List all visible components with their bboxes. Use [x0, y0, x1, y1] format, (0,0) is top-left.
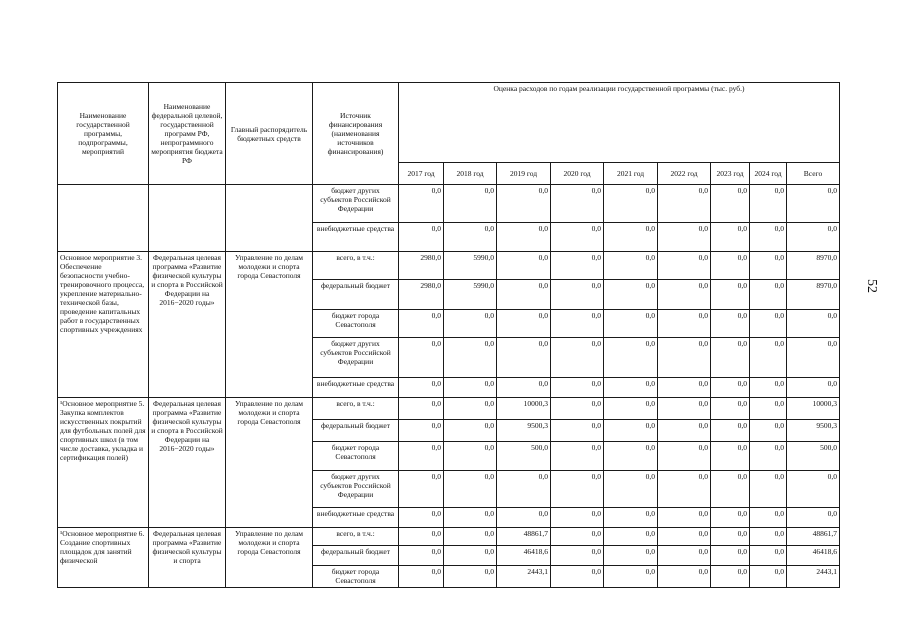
year-value-cell: 0,0	[750, 338, 787, 378]
year-value-cell: 0,0	[658, 528, 711, 546]
manager-cell: Управление по делам молодежи и спорта города Севастополя	[226, 252, 313, 398]
year-value-cell: 0,0	[658, 546, 711, 566]
funding-source-cell: всего, в т.ч.:	[313, 252, 399, 280]
funding-source-cell: федеральный бюджет	[313, 420, 399, 442]
year-header: 2023 год	[711, 163, 750, 185]
year-value-cell: 46418,6	[497, 546, 551, 566]
year-header: 2017 год	[399, 163, 444, 185]
federal-program-cell: Федеральная целевая программа «Развитие физической культуры и спорта в Российской Федерации на 2016−2020 годы»	[149, 398, 226, 528]
year-value-cell: 0,0	[399, 185, 444, 223]
year-value-cell: 0,0	[750, 280, 787, 310]
year-value-cell: 0,0	[711, 471, 750, 508]
year-value-cell: 0,0	[497, 223, 551, 252]
year-value-cell: 0,0	[399, 471, 444, 508]
year-value-cell: 0,0	[444, 420, 497, 442]
year-value-cell: 0,0	[658, 223, 711, 252]
year-value-cell: 0,0	[604, 528, 658, 546]
year-value-cell: 0,0	[399, 378, 444, 398]
total-value-cell: 48861,7	[787, 528, 840, 546]
header-estimate: Оценка расходов по годам реализации государственной программы (тыс. руб.)	[399, 83, 840, 163]
measure-name-cell	[58, 185, 149, 252]
year-value-cell: 0,0	[551, 338, 604, 378]
year-value-cell: 0,0	[604, 310, 658, 338]
year-value-cell: 0,0	[711, 378, 750, 398]
year-value-cell: 0,0	[399, 442, 444, 471]
header-source-col: Источник финансирования (наименования источников финансирования)	[313, 83, 399, 185]
year-value-cell: 0,0	[551, 566, 604, 588]
table-row	[58, 252, 840, 280]
year-value-cell: 0,0	[399, 223, 444, 252]
funding-source-cell: федеральный бюджет	[313, 546, 399, 566]
year-header: 2018 год	[444, 163, 497, 185]
year-value-cell: 0,0	[750, 185, 787, 223]
year-value-cell: 0,0	[444, 378, 497, 398]
header-manager-col: Главный распорядитель бюджетных средств	[226, 83, 313, 185]
header-federal-program-col: Наименование федеральной целевой, государственной программ РФ, непрограммного мероприятия бюджета РФ	[149, 83, 226, 185]
measure-name-cell: ¹Основное мероприятие 6. Создание спортивных площадок для занятий физической	[58, 528, 149, 588]
funding-source-cell: бюджет города Севастополя	[313, 442, 399, 471]
year-value-cell: 0,0	[604, 546, 658, 566]
year-value-cell: 0,0	[399, 398, 444, 420]
year-value-cell: 0,0	[497, 280, 551, 310]
year-value-cell: 2980,0	[399, 280, 444, 310]
funding-source-cell: бюджет города Севастополя	[313, 310, 399, 338]
total-value-cell: 2443,1	[787, 566, 840, 588]
year-value-cell: 0,0	[497, 471, 551, 508]
funding-source-cell: федеральный бюджет	[313, 280, 399, 310]
total-value-cell: 0,0	[787, 185, 840, 223]
year-value-cell: 0,0	[551, 310, 604, 338]
manager-cell	[226, 185, 313, 252]
table-row	[58, 528, 840, 546]
total-value-cell: 9500,3	[787, 420, 840, 442]
manager-cell: Управление по делам молодежи и спорта города Севастополя	[226, 528, 313, 588]
total-value-cell: 10000,3	[787, 398, 840, 420]
measure-name-cell: Основное мероприятие 3. Обеспечение безопасности учебно-тренировочного процесса, укрепление материально-технической базы, проведение капитальных работ в государственных спортивных учреждениях	[58, 252, 149, 398]
year-value-cell: 0,0	[658, 310, 711, 338]
total-header: Всего	[787, 163, 840, 185]
year-value-cell: 0,0	[551, 185, 604, 223]
year-value-cell: 0,0	[399, 566, 444, 588]
table-row	[58, 185, 840, 223]
year-value-cell: 0,0	[750, 442, 787, 471]
year-value-cell: 0,0	[399, 310, 444, 338]
year-value-cell: 0,0	[750, 508, 787, 528]
year-value-cell: 0,0	[711, 223, 750, 252]
year-value-cell: 0,0	[711, 566, 750, 588]
year-value-cell: 0,0	[711, 442, 750, 471]
year-value-cell: 0,0	[604, 566, 658, 588]
year-value-cell: 0,0	[497, 310, 551, 338]
year-value-cell: 0,0	[497, 252, 551, 280]
year-value-cell: 0,0	[658, 508, 711, 528]
year-value-cell: 0,0	[711, 508, 750, 528]
year-header: 2019 год	[497, 163, 551, 185]
year-value-cell: 0,0	[399, 528, 444, 546]
funding-source-cell: внебюджетные средства	[313, 223, 399, 252]
year-value-cell: 0,0	[658, 420, 711, 442]
year-value-cell: 0,0	[551, 223, 604, 252]
year-value-cell: 2443,1	[497, 566, 551, 588]
year-value-cell: 0,0	[551, 546, 604, 566]
year-value-cell: 0,0	[604, 185, 658, 223]
year-value-cell: 0,0	[497, 508, 551, 528]
year-value-cell: 0,0	[399, 338, 444, 378]
funding-source-cell: внебюджетные средства	[313, 378, 399, 398]
year-value-cell: 0,0	[497, 338, 551, 378]
year-value-cell: 0,0	[750, 566, 787, 588]
federal-program-cell: Федеральная целевая программа «Развитие физической культуры и спорта в Российской Федерации на 2016−2020 годы»	[149, 252, 226, 398]
header-name-col: Наименование государственной программы, подпрограммы, мероприятий	[58, 83, 149, 185]
year-value-cell: 0,0	[658, 398, 711, 420]
year-value-cell: 0,0	[711, 185, 750, 223]
year-value-cell: 0,0	[604, 338, 658, 378]
year-value-cell: 0,0	[604, 280, 658, 310]
year-value-cell: 0,0	[444, 442, 497, 471]
year-value-cell: 0,0	[750, 378, 787, 398]
year-header: 2021 год	[604, 163, 658, 185]
year-value-cell: 0,0	[604, 471, 658, 508]
year-header: 2020 год	[551, 163, 604, 185]
year-value-cell: 0,0	[658, 280, 711, 310]
total-value-cell: 0,0	[787, 508, 840, 528]
year-value-cell: 0,0	[604, 398, 658, 420]
year-value-cell: 0,0	[551, 378, 604, 398]
year-value-cell: 0,0	[444, 546, 497, 566]
total-value-cell: 500,0	[787, 442, 840, 471]
year-value-cell: 0,0	[444, 223, 497, 252]
year-value-cell: 0,0	[750, 546, 787, 566]
year-value-cell: 0,0	[604, 508, 658, 528]
funding-source-cell: всего, в т.ч.:	[313, 398, 399, 420]
year-value-cell: 0,0	[444, 398, 497, 420]
year-value-cell: 0,0	[604, 442, 658, 471]
year-value-cell: 0,0	[604, 378, 658, 398]
year-value-cell: 0,0	[711, 280, 750, 310]
year-value-cell: 0,0	[711, 398, 750, 420]
total-value-cell: 0,0	[787, 310, 840, 338]
year-value-cell: 0,0	[399, 508, 444, 528]
year-value-cell: 0,0	[551, 398, 604, 420]
year-value-cell: 0,0	[658, 566, 711, 588]
federal-program-cell	[149, 185, 226, 252]
funding-source-cell: бюджет других субъектов Российской Федерации	[313, 471, 399, 508]
year-value-cell: 0,0	[551, 420, 604, 442]
federal-program-cell: Федеральная целевая программа «Развитие физической культуры и спорта	[149, 528, 226, 588]
year-value-cell: 0,0	[444, 338, 497, 378]
funding-source-cell: бюджет других субъектов Российской Федерации	[313, 338, 399, 378]
year-value-cell: 9500,3	[497, 420, 551, 442]
year-value-cell: 0,0	[604, 420, 658, 442]
year-value-cell: 0,0	[711, 252, 750, 280]
year-value-cell: 0,0	[658, 338, 711, 378]
year-value-cell: 5990,0	[444, 280, 497, 310]
funding-source-cell: бюджет города Севастополя	[313, 566, 399, 588]
total-value-cell: 0,0	[787, 471, 840, 508]
year-value-cell: 5990,0	[444, 252, 497, 280]
total-value-cell: 8970,0	[787, 280, 840, 310]
year-value-cell: 48861,7	[497, 528, 551, 546]
year-value-cell: 0,0	[444, 310, 497, 338]
year-header: 2022 год	[658, 163, 711, 185]
year-value-cell: 0,0	[551, 442, 604, 471]
year-value-cell: 2980,0	[399, 252, 444, 280]
year-value-cell: 0,0	[750, 398, 787, 420]
year-value-cell: 0,0	[497, 185, 551, 223]
year-value-cell: 0,0	[750, 310, 787, 338]
year-value-cell: 0,0	[750, 528, 787, 546]
total-value-cell: 46418,6	[787, 546, 840, 566]
funding-source-cell: внебюджетные средства	[313, 508, 399, 528]
year-value-cell: 0,0	[658, 252, 711, 280]
year-header: 2024 год	[750, 163, 787, 185]
year-value-cell: 0,0	[750, 471, 787, 508]
year-value-cell: 0,0	[711, 546, 750, 566]
year-value-cell: 0,0	[658, 185, 711, 223]
year-value-cell: 0,0	[711, 420, 750, 442]
manager-cell: Управление по делам молодежи и спорта города Севастополя	[226, 398, 313, 528]
table-row	[58, 398, 840, 420]
year-value-cell: 0,0	[399, 420, 444, 442]
year-value-cell: 0,0	[444, 528, 497, 546]
year-value-cell: 0,0	[750, 223, 787, 252]
year-value-cell: 0,0	[551, 252, 604, 280]
year-value-cell: 0,0	[444, 566, 497, 588]
year-value-cell: 0,0	[444, 471, 497, 508]
year-value-cell: 0,0	[658, 442, 711, 471]
year-value-cell: 0,0	[658, 378, 711, 398]
year-value-cell: 0,0	[444, 185, 497, 223]
funding-source-cell: бюджет других субъектов Российской Федерации	[313, 185, 399, 223]
year-value-cell: 0,0	[711, 338, 750, 378]
year-value-cell: 0,0	[604, 223, 658, 252]
total-value-cell: 0,0	[787, 338, 840, 378]
total-value-cell: 8970,0	[787, 252, 840, 280]
year-value-cell: 0,0	[444, 508, 497, 528]
year-value-cell: 0,0	[551, 471, 604, 508]
measure-name-cell: ¹Основное мероприятие 5. Закупка комплектов искусственных покрытий для футбольных полей для спортивных школ (в том числе доставка, укладка и сертификация полей)	[58, 398, 149, 528]
year-value-cell: 0,0	[497, 378, 551, 398]
year-value-cell: 10000,3	[497, 398, 551, 420]
year-value-cell: 0,0	[750, 420, 787, 442]
total-value-cell: 0,0	[787, 378, 840, 398]
year-value-cell: 0,0	[711, 310, 750, 338]
year-value-cell: 0,0	[551, 528, 604, 546]
year-value-cell: 0,0	[658, 471, 711, 508]
year-value-cell: 0,0	[551, 508, 604, 528]
page-number: 52	[864, 279, 879, 293]
total-value-cell: 0,0	[787, 223, 840, 252]
year-value-cell: 0,0	[399, 546, 444, 566]
expenditure-table	[57, 82, 840, 588]
funding-source-cell: всего, в т.ч.:	[313, 528, 399, 546]
year-value-cell: 0,0	[750, 252, 787, 280]
year-value-cell: 0,0	[604, 252, 658, 280]
year-value-cell: 0,0	[551, 280, 604, 310]
year-value-cell: 500,0	[497, 442, 551, 471]
year-value-cell: 0,0	[711, 528, 750, 546]
